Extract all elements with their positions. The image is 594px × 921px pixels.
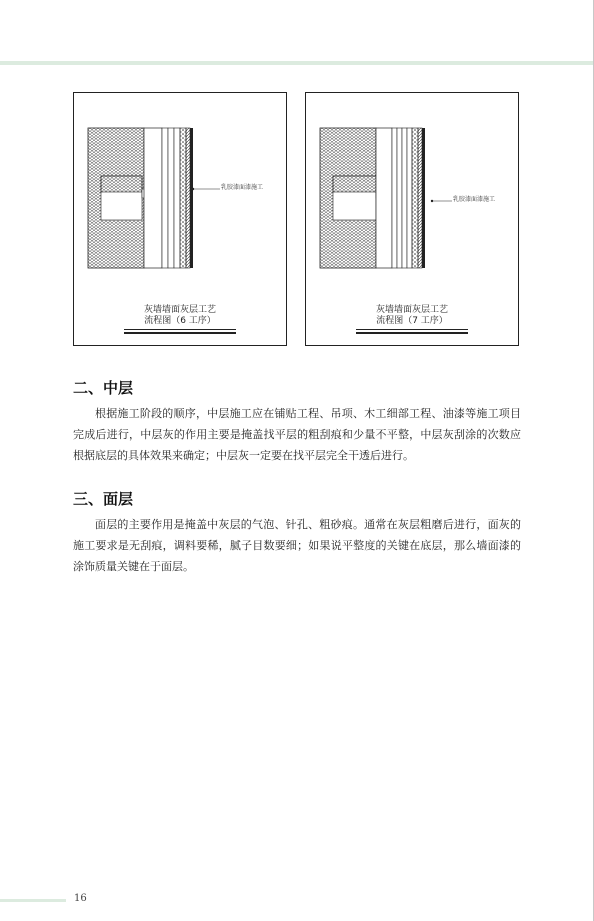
figure-annotation: 乳胶漆面漆施工 xyxy=(453,196,496,203)
caption-line-1: 灰墙墙面灰层工艺 xyxy=(375,305,448,315)
figure-annotation: 乳胶漆面漆施工 xyxy=(221,184,264,191)
figure-caption xyxy=(74,305,286,327)
section-title-middle-layer: 二、中层 xyxy=(73,379,134,397)
caption-underline xyxy=(356,329,468,330)
section-text-surface-layer: 面层的主要作用是掩盖中灰层的气泡、针孔、粗砂痕。通常在灰层粗磨后进行，面灰的施工要求是无刮痕，调料要稀，腻子目数要细；如果说平整度的关键在底层，那么墙面漆的涂饰质量关键在于面层。 xyxy=(73,518,521,573)
footer-band xyxy=(0,899,66,902)
caption-line-2: 流程图（6 工序） xyxy=(144,316,216,326)
caption-underline-thick xyxy=(124,332,236,334)
figure-caption xyxy=(306,305,518,327)
header-band xyxy=(0,61,593,65)
section-text-middle-layer: 根据施工阶段的顺序，中层施工应在铺贴工程、吊项、木工细部工程、油漆等施工项目完成后进行，中层灰的作用主要是掩盖找平层的粗刮痕和少量不平整，中层灰刮涂的次数应根据底层的具体效果来确定；中层灰一定要在找平层完全干透后进行。 xyxy=(73,407,521,462)
section-title-surface-layer: 三、面层 xyxy=(73,490,134,508)
caption-line-2: 流程图（7 工序） xyxy=(376,316,448,326)
caption-line-1: 灰墙墙面灰层工艺 xyxy=(143,305,216,315)
figure-6-steps xyxy=(73,92,287,346)
caption-underline-thick xyxy=(356,332,468,334)
figure-7-steps xyxy=(305,92,519,346)
page-number: 16 xyxy=(74,893,87,904)
caption-underline xyxy=(124,329,236,330)
